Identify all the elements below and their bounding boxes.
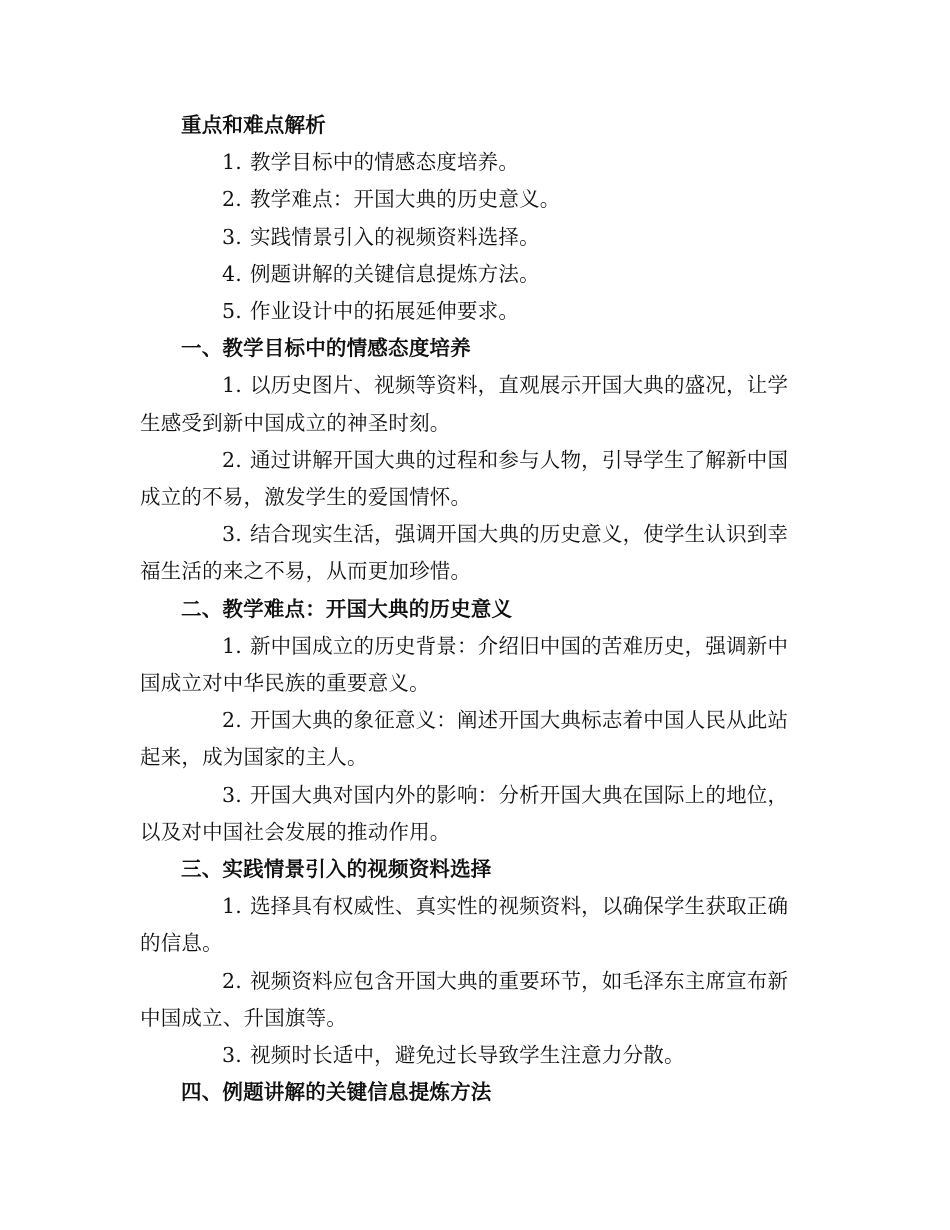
intro-item-4 — [140, 256, 808, 293]
intro-heading: 重点和难点解析 — [181, 113, 326, 137]
section1-item-3 — [140, 516, 808, 590]
item-number: 2. — [222, 447, 242, 472]
item-text: 实践情景引入的视频资料选择。 — [249, 224, 540, 249]
section2-item-2 — [140, 702, 808, 776]
item-number: 1. — [222, 633, 242, 658]
item-number: 2. — [222, 968, 242, 993]
section3-item-1 — [140, 888, 808, 962]
item-number: 3. — [222, 522, 242, 547]
item-number: 2. — [222, 708, 242, 733]
item-text: 开国大典的象征意义：阐述开国大典标志着中国人民从此站起来，成为国家的主人。 — [140, 708, 789, 770]
item-text: 通过讲解开国大典的过程和参与人物，引导学生了解新中国成立的不易，激发学生的爱国情怀。 — [140, 447, 789, 510]
section1-heading: 一、教学目标中的情感态度培养 — [181, 336, 471, 361]
item-number: 5. — [222, 299, 242, 324]
item-text: 例题讲解的关键信息提炼方法。 — [249, 261, 540, 286]
section1-item-1 — [140, 367, 808, 441]
intro-item-5 — [140, 293, 808, 330]
item-text: 作业设计中的拓展延伸要求。 — [249, 299, 520, 324]
section3-item-2 — [140, 963, 808, 1037]
intro-item-3 — [140, 219, 808, 256]
item-text: 以历史图片、视频等资料，直观展示开国大典的盛况，让学生感受到新中国成立的神圣时刻。 — [140, 373, 789, 435]
item-text: 教学目标中的情感态度培养。 — [249, 150, 520, 175]
item-number: 3. — [222, 224, 242, 249]
item-text: 视频资料应包含开国大典的重要环节，如毛泽东主席宣布新中国成立、升国旗等。 — [140, 968, 789, 1030]
item-text: 选择具有权威性、真实性的视频资料，以确保学生获取正确的信息。 — [140, 894, 789, 956]
item-text: 结合现实生活，强调开国大典的历史意义，使学生认识到幸福生活的来之不易，从而更加珍惜。 — [140, 522, 789, 584]
item-number: 4. — [222, 261, 242, 286]
section2-item-3 — [140, 777, 808, 851]
item-number: 1. — [222, 373, 242, 398]
item-text: 开国大典对国内外的影响：分析开国大典在国际上的地位，以及对中国社会发展的推动作用。 — [140, 782, 789, 844]
section2-item-1 — [140, 628, 808, 702]
section4-heading: 四、例题讲解的关键信息提炼方法 — [181, 1080, 492, 1105]
item-text: 视频时长适中，避免过长导致学生注意力分散。 — [249, 1043, 685, 1068]
intro-item-2 — [140, 181, 808, 218]
intro-item-1 — [140, 144, 808, 181]
item-text: 教学难点：开国大典的历史意义。 — [249, 187, 561, 212]
item-number: 1. — [222, 894, 242, 919]
item-text: 新中国成立的历史背景：介绍旧中国的苦难历史，强调新中国成立对中华民族的重要意义。 — [140, 633, 789, 696]
section3-item-3 — [140, 1037, 808, 1074]
item-number: 2. — [222, 187, 242, 212]
document-page — [140, 107, 808, 1111]
section2-heading: 二、教学难点：开国大典的历史意义 — [181, 596, 513, 621]
section1-item-2 — [140, 442, 808, 516]
item-number: 1. — [222, 150, 242, 175]
item-number: 3. — [222, 1043, 242, 1068]
section3-heading: 三、实践情景引入的视频资料选择 — [181, 857, 492, 882]
item-number: 3. — [222, 782, 242, 807]
